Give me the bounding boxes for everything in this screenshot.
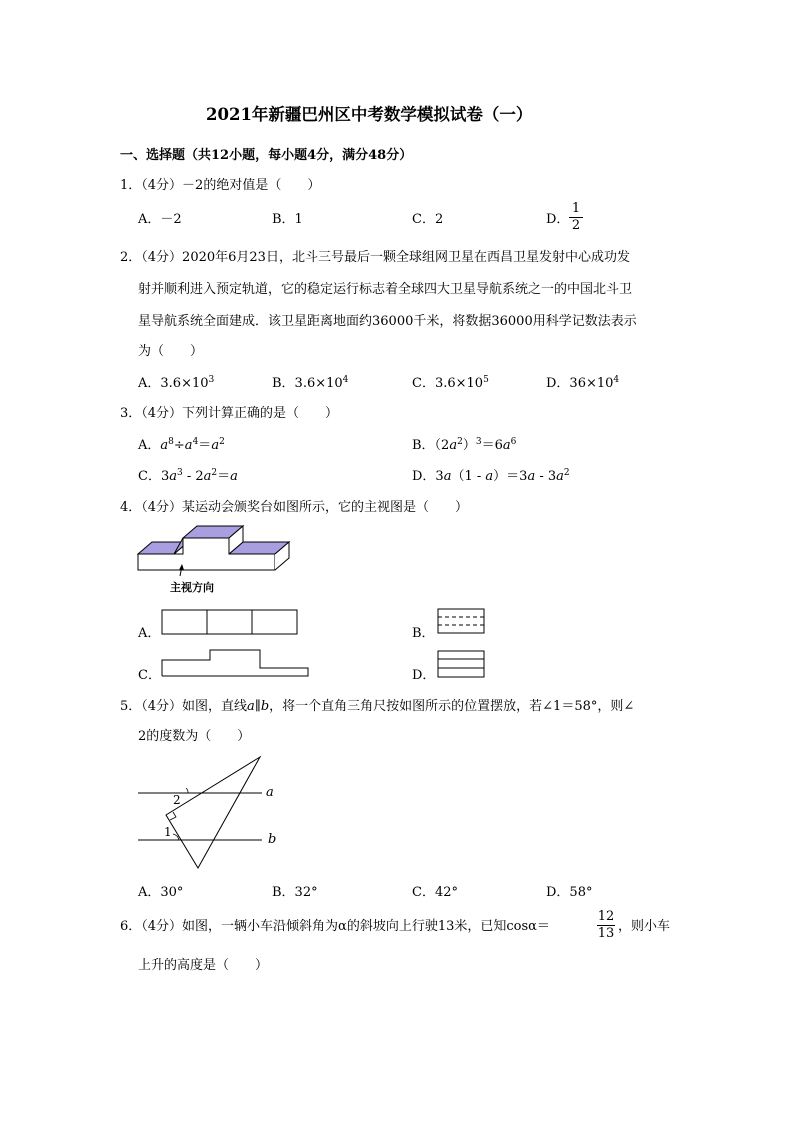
equals: ）＝3 xyxy=(493,469,528,484)
operator: ÷ xyxy=(173,438,185,453)
q2-d-base: D．36×10 xyxy=(546,376,614,391)
angle2-arc xyxy=(186,788,188,793)
var: a xyxy=(502,438,511,453)
q1-option-d-prefix: D． xyxy=(546,212,570,227)
var: a xyxy=(169,469,177,484)
exp: 2 xyxy=(219,437,225,447)
q5-figure xyxy=(130,750,290,880)
q2-d-exp: 4 xyxy=(613,375,620,385)
q2-option-b xyxy=(272,376,348,392)
section-heading: 一、选择题（共12小题，每小题4分，满分48分） xyxy=(120,148,413,163)
q2-option-d xyxy=(546,376,619,392)
q6-fraction-denominator: 13 xyxy=(597,926,615,941)
q2-option-a xyxy=(138,376,214,392)
exp: 4 xyxy=(192,437,199,447)
label-b xyxy=(268,832,276,848)
var: a xyxy=(211,438,220,453)
q2-line3: 星导航系统全面建成．该卫星距离地面约36000千米，将数据36000用科学记数法表示 xyxy=(138,314,637,329)
paren: （1 - xyxy=(451,469,486,484)
minus: - 3 xyxy=(535,469,557,484)
var: a xyxy=(230,469,238,484)
q3-stem: 3．（4分）下列计算正确的是（ ） xyxy=(120,406,339,421)
q5-text-pre: 5．（4分）如图，直线 xyxy=(120,699,248,714)
var: a xyxy=(160,438,169,453)
equals: ＝ xyxy=(217,469,231,484)
q2-line1: 2．（4分）2020年6月23日，北斗三号最后一颗全球组网卫星在西昌卫星发射中心成功发 xyxy=(120,250,630,265)
q5-option-a: A．30° xyxy=(138,885,184,900)
q1-option-c: C．2 xyxy=(412,212,444,227)
q2-c-base: C．3.6×10 xyxy=(412,376,484,391)
q4-stem: 4．（4分）某运动会颁奖台如图所示，它的主视图是（ ） xyxy=(120,500,469,515)
var: a xyxy=(485,469,494,484)
q5-option-d: D．58° xyxy=(546,885,593,900)
q4-option-d: D． xyxy=(412,668,436,683)
q1-fraction-numerator: 1 xyxy=(571,201,581,216)
label-a xyxy=(266,785,274,801)
q6-line2: 上升的高度是（ ） xyxy=(138,958,269,973)
q5-text-post: ，将一个直角三角尺按如图所示的位置摆放，若∠1＝58°，则∠ xyxy=(269,699,635,714)
q4-option-a: A． xyxy=(138,626,161,641)
q6-line1-pre: 6．（4分）如图，一辆小车沿倾斜角为α的斜坡向上行驶13米，已知cosα＝ xyxy=(120,919,550,934)
q1-option-d-fraction xyxy=(569,202,583,233)
podium-figure xyxy=(130,530,310,610)
q1-stem: 1．（4分）－2的绝对值是（ ） xyxy=(120,178,321,193)
q4-option-b-figure xyxy=(436,607,488,635)
exp: 3 xyxy=(176,468,183,478)
var: a xyxy=(449,438,458,453)
equals: ＝ xyxy=(198,438,212,453)
exp: 3 xyxy=(475,437,482,447)
q3-option-a xyxy=(138,438,225,454)
q2-c-exp: 5 xyxy=(483,375,489,385)
var: a xyxy=(203,469,212,484)
q3-d-prefix: D．3 xyxy=(412,469,444,484)
q3-a-prefix: A． xyxy=(138,438,161,453)
q6-fraction xyxy=(597,910,615,941)
q3-option-b xyxy=(412,438,516,454)
exp: 2 xyxy=(563,468,570,478)
var-b: b xyxy=(260,699,270,714)
q3-option-c xyxy=(138,469,238,485)
q5-option-c: C．42° xyxy=(412,885,458,900)
q6-line1-post: ，则小车 xyxy=(618,919,671,934)
angle1-label: 1 xyxy=(164,825,172,839)
minus: - 2 xyxy=(182,469,204,484)
page-title: 2021年新疆巴州区中考数学模拟试卷（一） xyxy=(206,105,533,124)
label-b-text: b xyxy=(268,832,277,847)
exp: 8 xyxy=(168,437,174,447)
q2-a-base: A．3.6×10 xyxy=(138,376,209,391)
q3-c-prefix: C．3 xyxy=(138,469,170,484)
var: a xyxy=(527,469,536,484)
q1-option-a: A．－2 xyxy=(138,212,182,227)
q5-option-b: B．32° xyxy=(272,885,318,900)
q4-option-d-figure xyxy=(436,649,488,679)
q4-option-c-figure xyxy=(160,648,310,678)
exp: 2 xyxy=(457,437,463,447)
triangle-ruler xyxy=(166,757,260,868)
q1-option-b: B．1 xyxy=(272,212,303,227)
angle2-label: 2 xyxy=(173,793,181,807)
exp: 2 xyxy=(211,468,218,478)
var: a xyxy=(443,469,452,484)
q2-b-exp: 4 xyxy=(342,375,349,385)
q3-b-prefix: B．（2 xyxy=(412,438,450,453)
var: a xyxy=(556,469,564,484)
q5-line1 xyxy=(120,699,634,715)
q4-option-a-figure xyxy=(160,608,300,636)
var: a xyxy=(184,438,193,453)
right-angle-mark xyxy=(170,812,176,820)
q3-option-d xyxy=(412,469,570,485)
exp: 6 xyxy=(510,437,517,447)
q2-b-base: B．3.6×10 xyxy=(272,376,343,391)
q1-fraction-denominator: 2 xyxy=(571,218,581,233)
q5-line2: 2的度数为（ ） xyxy=(138,729,251,744)
q2-line2: 射并顺利进入预定轨道，它的稳定运行标志着全球四大卫星导航系统之一的中国北斗卫 xyxy=(138,282,633,297)
equals: ＝6 xyxy=(481,438,503,453)
q2-a-exp: 3 xyxy=(208,375,215,385)
q4-option-c: C． xyxy=(138,668,161,683)
paren: ） xyxy=(462,438,476,453)
q2-option-c xyxy=(412,376,489,392)
q2-line4: 为（ ） xyxy=(138,344,204,359)
q4-option-b: B． xyxy=(412,626,435,641)
parallel-symbol: ∥ xyxy=(254,699,261,714)
var-a: a xyxy=(247,699,255,714)
q6-fraction-numerator: 12 xyxy=(597,909,615,924)
view-direction-label: 主视方向 xyxy=(170,581,214,594)
label-a-text: a xyxy=(266,785,274,800)
